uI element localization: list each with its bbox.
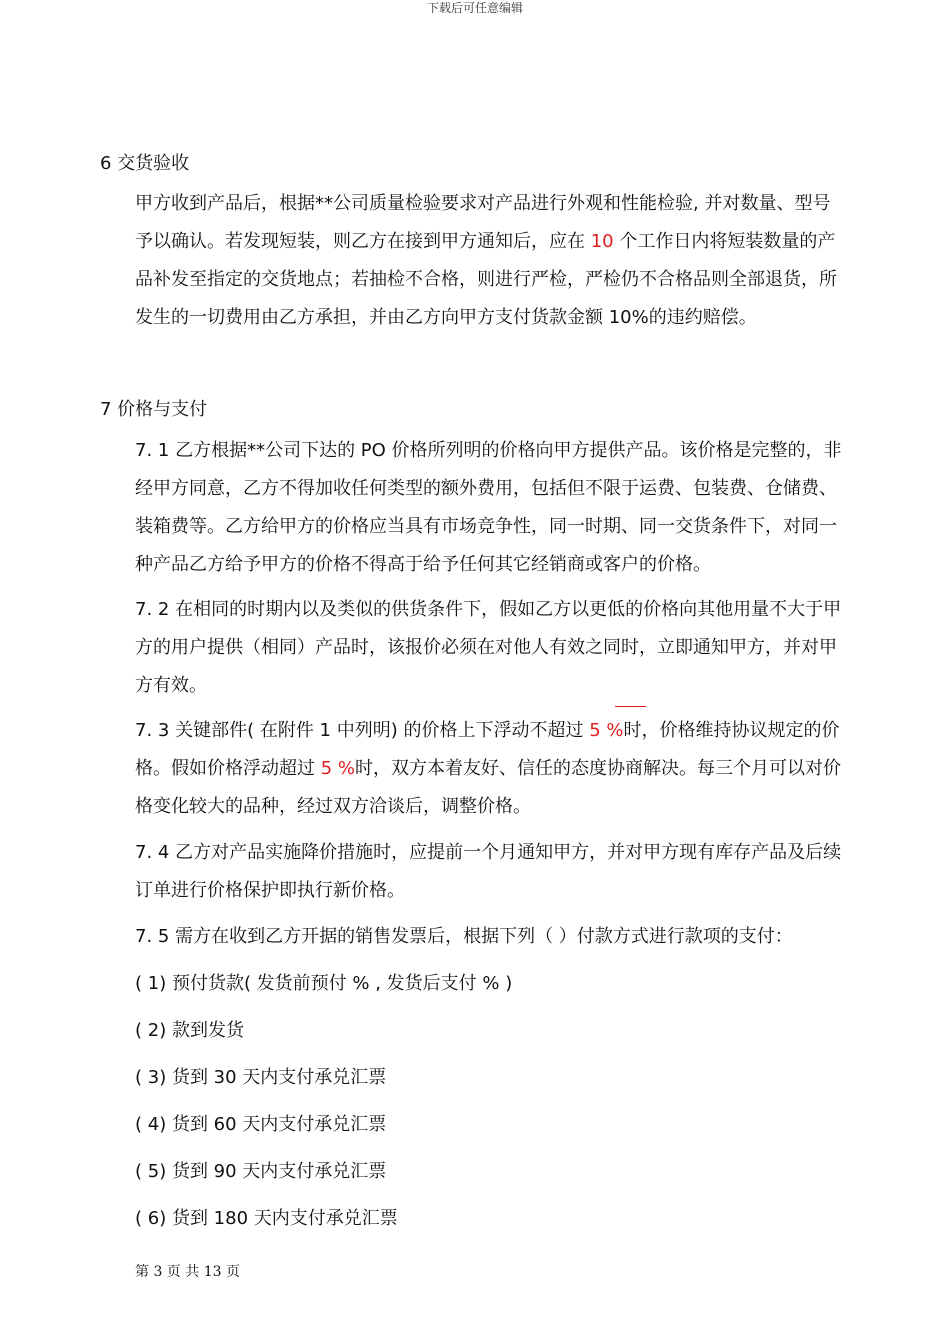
section-6-line-3: 品补发至指定的交货地点；若抽检不合格，则进行严检，严检仍不合格品则全部退货，所	[135, 269, 837, 290]
clause-7-2-line: 7. 2 在相同的时期内以及类似的供货条件下，假如乙方以更低的价格向其他用量不大于甲	[135, 599, 842, 620]
clause-7-4-line: 订单进行价格保护即执行新价格。	[135, 880, 405, 901]
clause-7-3-line-1: 7. 3 关键部件( 在附件 1 中列明) 的价格上下浮动不超过 5 %时，价格维持协议规定的价	[135, 720, 840, 741]
days-value: 10	[590, 231, 614, 252]
clause-7-5: 7. 5 需方在收到乙方开据的销售发票后，根据下列（ ）付款方式进行款项的支付：	[135, 926, 793, 947]
payment-option-1: ( 1) 预付货款( 发货前预付 % , 发货后支付 % )	[135, 973, 513, 994]
payment-option-6: ( 6) 货到 180 天内支付承兑汇票	[135, 1208, 398, 1229]
float-exceed-value: 5 %	[320, 758, 356, 779]
clause-7-4	[135, 834, 895, 910]
clause-7-3-line-2: 格。假如价格浮动超过 5 %时，双方本着友好、信任的态度协商解决。每三个月可以对价	[135, 758, 842, 779]
clause-7-2-line: 方有效。	[135, 675, 207, 696]
clause-7-2	[135, 591, 895, 705]
section-6-body	[135, 185, 895, 337]
section-6-line-1: 甲方收到产品后，根据**公司质量检验要求对产品进行外观和性能检验, 并对数量、型号	[135, 193, 831, 214]
clause-7-3-line-3: 格变化较大的品种，经过双方洽谈后，调整价格。	[135, 796, 531, 817]
clause-7-1-line: 装箱费等。乙方给甲方的价格应当具有市场竞争性，同一时期、同一交货条件下，对同一	[135, 516, 837, 537]
red-underline-mark	[615, 706, 646, 707]
payment-option-3: ( 3) 货到 30 天内支付承兑汇票	[135, 1067, 387, 1088]
float-limit-value: 5 %	[589, 720, 624, 741]
section-6-heading: 6 交货验收	[100, 153, 190, 174]
section-6-line-4: 发生的一切费用由乙方承担，并由乙方向甲方支付货款金额 10%的违约赔偿。	[135, 307, 757, 328]
payment-option-2: ( 2) 款到发货	[135, 1020, 244, 1041]
page-header-note: 下载后可任意编辑	[426, 1, 523, 15]
clause-7-1-line: 7. 1 乙方根据**公司下达的 PO 价格所列明的价格向甲方提供产品。该价格是完整的，非	[135, 440, 842, 461]
page-number: 第 3 页 共 13 页	[135, 1264, 240, 1280]
clause-7-2-line: 方的用户提供（相同）产品时，该报价必须在对他人有效之同时，立即通知甲方，并对甲	[135, 637, 837, 658]
clause-7-1-line: 经甲方同意，乙方不得加收任何类型的额外费用，包括但不限于运费、包装费、仓储费、	[135, 478, 837, 499]
payment-option-4: ( 4) 货到 60 天内支付承兑汇票	[135, 1114, 387, 1135]
section-7-heading: 7 价格与支付	[100, 399, 208, 420]
clause-7-1-line: 种产品乙方给予甲方的价格不得高于给予任何其它经销商或客户的价格。	[135, 554, 711, 575]
payment-option-5: ( 5) 货到 90 天内支付承兑汇票	[135, 1161, 387, 1182]
clause-7-1	[135, 432, 895, 584]
clause-7-3	[135, 712, 895, 826]
clause-7-4-line: 7. 4 乙方对产品实施降价措施时，应提前一个月通知甲方，并对甲方现有库存产品及后续	[135, 842, 842, 863]
section-6-line-2: 予以确认。若发现短装，则乙方在接到甲方通知后，应在 10 个工作日内将短装数量的产	[135, 231, 836, 252]
